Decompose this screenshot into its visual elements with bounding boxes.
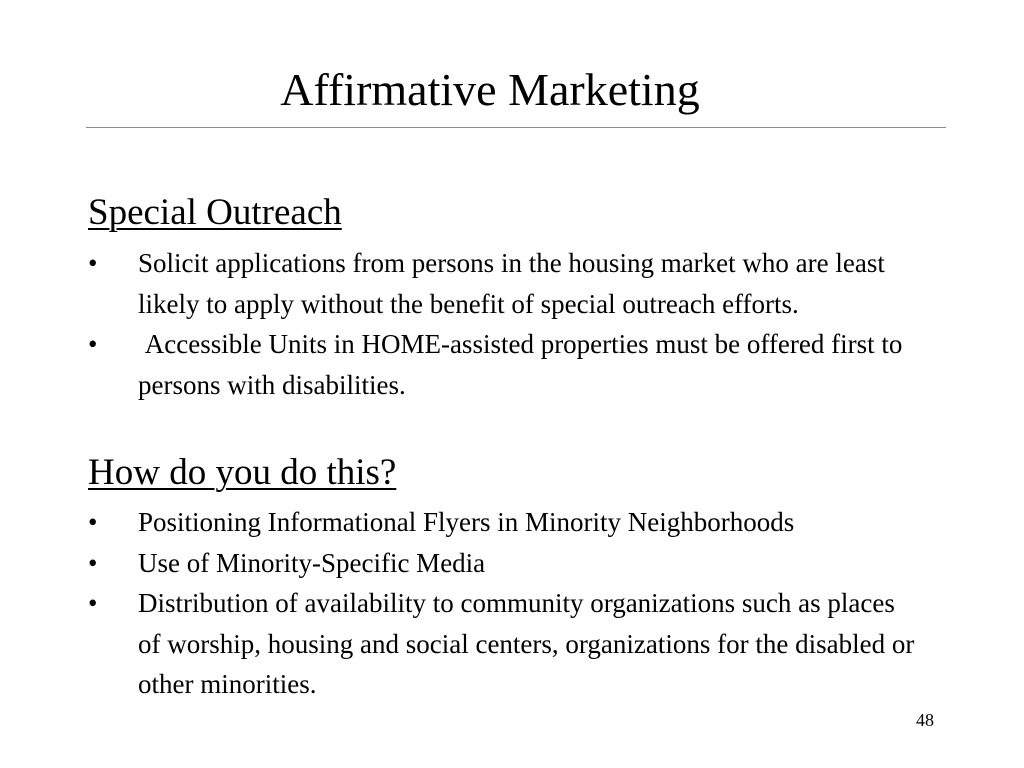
bullet-icon: • bbox=[88, 329, 98, 359]
section-heading-special-outreach: Special Outreach bbox=[88, 192, 342, 233]
how-do-you-do-this-list bbox=[88, 502, 918, 705]
slide-title: Affirmative Marketing bbox=[280, 64, 700, 115]
bullet-icon: • bbox=[88, 507, 98, 537]
bullet-text: Use of Minority-Specific Media bbox=[138, 547, 486, 578]
bullet-text: Accessible Units in HOME-assisted properties must be offered first to persons with disabilities. bbox=[138, 329, 910, 400]
special-outreach-list bbox=[88, 243, 918, 405]
list-item bbox=[88, 324, 918, 405]
list-item bbox=[88, 502, 918, 543]
bullet-text: Solicit applications from persons in the housing market who are least likely to apply without the benefit of special outreach efforts. bbox=[138, 248, 885, 319]
bullet-icon: • bbox=[88, 588, 98, 618]
section-heading-how-do-you-do-this: How do you do this? bbox=[88, 452, 397, 493]
list-item bbox=[88, 583, 918, 705]
bullet-text: Positioning Informational Flyers in Minority Neighborhoods bbox=[138, 507, 795, 537]
bullet-icon: • bbox=[88, 547, 98, 578]
title-divider bbox=[86, 127, 946, 128]
page-number: 48 bbox=[916, 710, 934, 730]
list-item bbox=[88, 543, 918, 584]
list-item bbox=[88, 243, 918, 324]
bullet-icon: • bbox=[88, 248, 98, 278]
bullet-text: Distribution of availability to community organizations such as places of worship, housing and social centers, organizations for the disabled or other minorities. bbox=[138, 588, 915, 699]
